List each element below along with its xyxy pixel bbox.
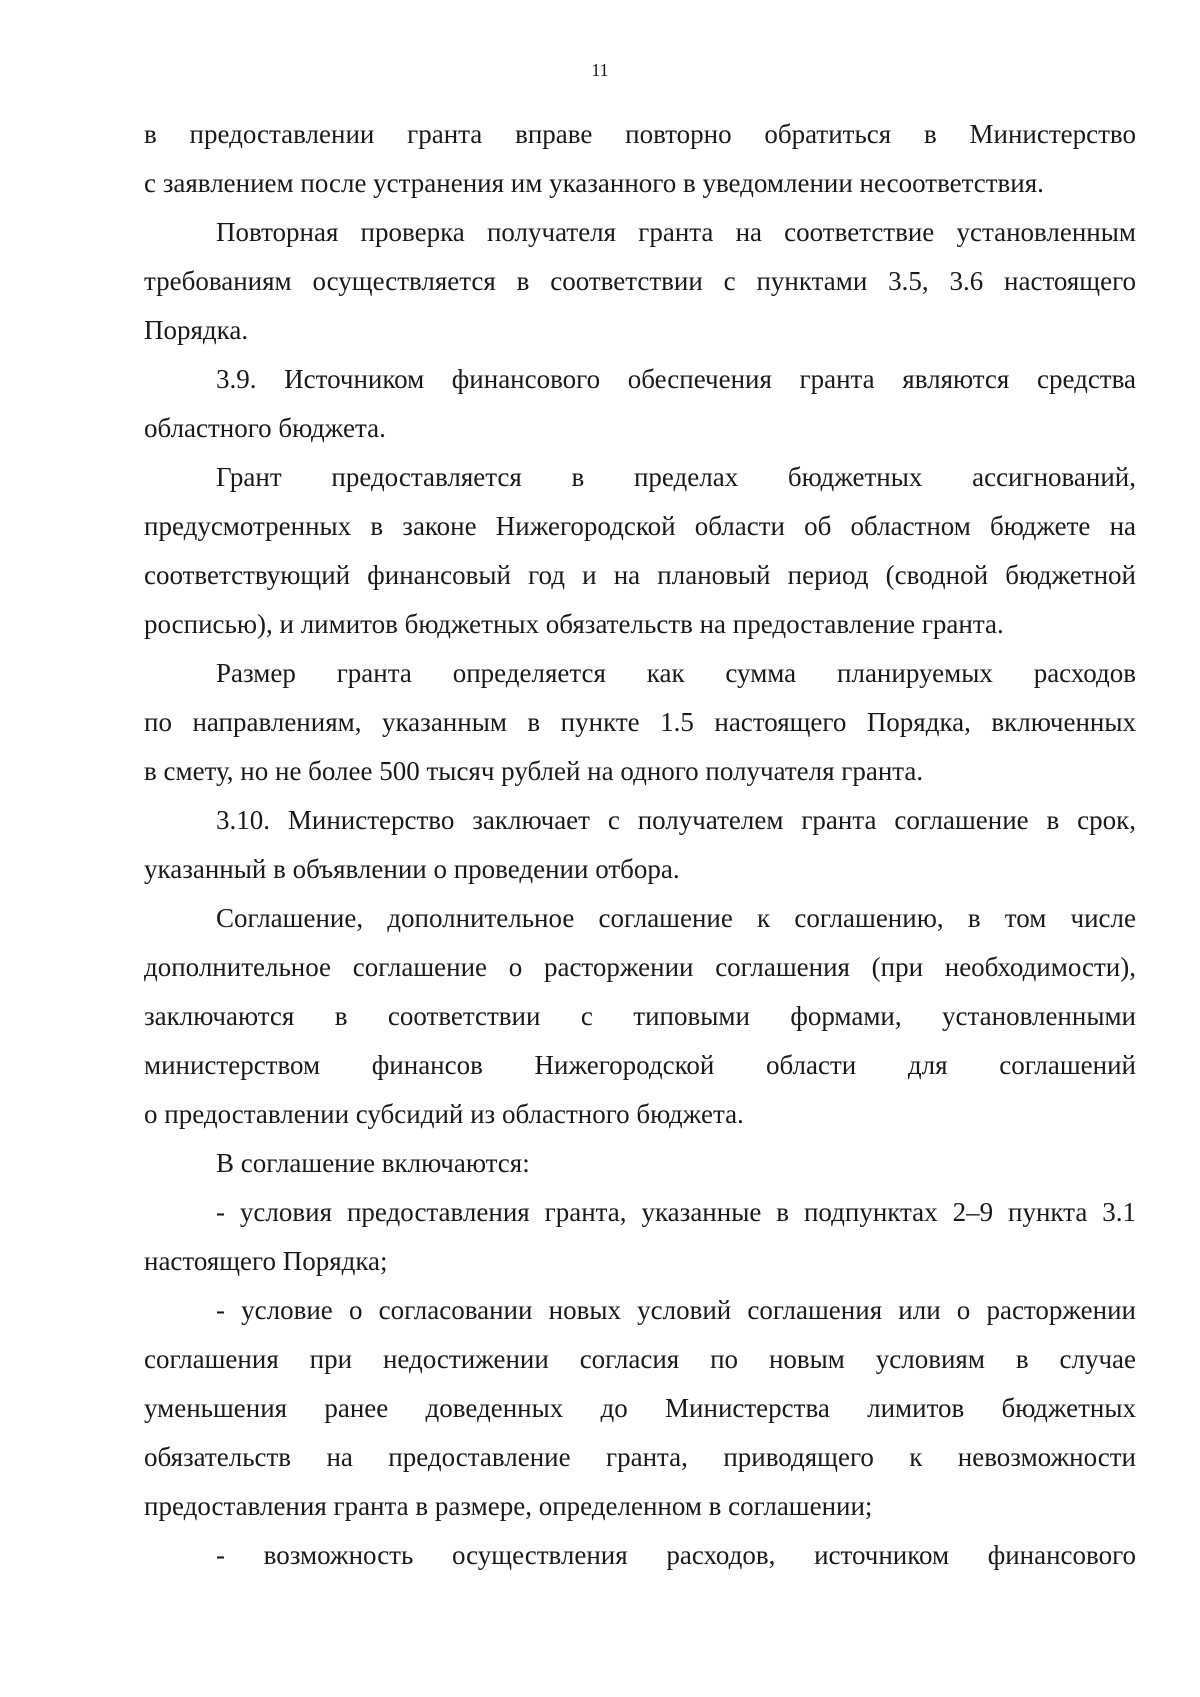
page-number: 11 (591, 60, 609, 80)
paragraph (144, 649, 1136, 796)
text-line: предоставления гранта в размере, определенном в соглашении; (144, 1491, 873, 1521)
text-line: 3.10. Министерство заключает с получателем гранта соглашение в срок, (216, 805, 1136, 835)
text-line: уменьшения ранее доведенных до Министерства лимитов бюджетных (144, 1393, 1136, 1423)
text-line: заключаются в соответствии с типовыми формами, установленными (144, 1001, 1136, 1031)
text-line: о предоставлении субсидий из областного бюджета. (144, 1099, 744, 1129)
paragraph (144, 796, 1136, 894)
text-line: Повторная проверка получателя гранта на соответствие установленным (216, 217, 1136, 247)
text-line: соответствующий финансовый год и на плановый период (сводной бюджетной (144, 560, 1136, 590)
text-line: - возможность осуществления расходов, источником финансового (216, 1540, 1136, 1570)
text-line: в смету, но не более 500 тысяч рублей на одного получателя гранта. (144, 756, 924, 786)
list-item (144, 1531, 1136, 1580)
text-line: с заявлением после устранения им указанного в уведомлении несоответствия. (144, 168, 1044, 198)
text-line: областного бюджета. (144, 413, 386, 443)
paragraph (144, 453, 1136, 649)
text-line: Порядка. (144, 315, 249, 345)
text-line: министерством финансов Нижегородской области для соглашений (144, 1050, 1136, 1080)
text-line: - условия предоставления гранта, указанные в подпунктах 2–9 пункта 3.1 (216, 1197, 1136, 1227)
document-body (144, 110, 1136, 1580)
text-line: дополнительное соглашение о расторжении соглашения (при необходимости), (144, 952, 1136, 982)
list-item (144, 1286, 1136, 1531)
paragraph (144, 1139, 1136, 1188)
text-line: Размер гранта определяется как сумма планируемых расходов (216, 658, 1136, 688)
text-line: - условие о согласовании новых условий соглашения или о расторжении (216, 1295, 1136, 1325)
text-line: В соглашение включаются: (216, 1148, 530, 1178)
text-line: по направлениям, указанным в пункте 1.5 настоящего Порядка, включенных (144, 707, 1136, 737)
text-line: соглашения при недостижении согласия по новым условиям в случае (144, 1344, 1136, 1374)
list-item (144, 1188, 1136, 1286)
text-line: обязательств на предоставление гранта, приводящего к невозможности (144, 1442, 1136, 1472)
text-line: Соглашение, дополнительное соглашение к соглашению, в том числе (216, 903, 1136, 933)
text-line: росписью), и лимитов бюджетных обязательств на предоставление гранта. (144, 609, 1004, 639)
text-line: указанный в объявлении о проведении отбора. (144, 854, 680, 884)
paragraph (144, 894, 1136, 1139)
text-line: в предоставлении гранта вправе повторно обратиться в Министерство (144, 119, 1136, 149)
text-line: предусмотренных в законе Нижегородской области об областном бюджете на (144, 511, 1136, 541)
text-line: 3.9. Источником финансового обеспечения гранта являются средства (216, 364, 1136, 394)
paragraph (144, 355, 1136, 453)
text-line: настоящего Порядка; (144, 1246, 388, 1276)
text-line: требованиям осуществляется в соответствии с пунктами 3.5, 3.6 настоящего (144, 266, 1136, 296)
paragraph (144, 208, 1136, 355)
text-line: Грант предоставляется в пределах бюджетных ассигнований, (216, 462, 1136, 492)
paragraph (144, 110, 1136, 208)
